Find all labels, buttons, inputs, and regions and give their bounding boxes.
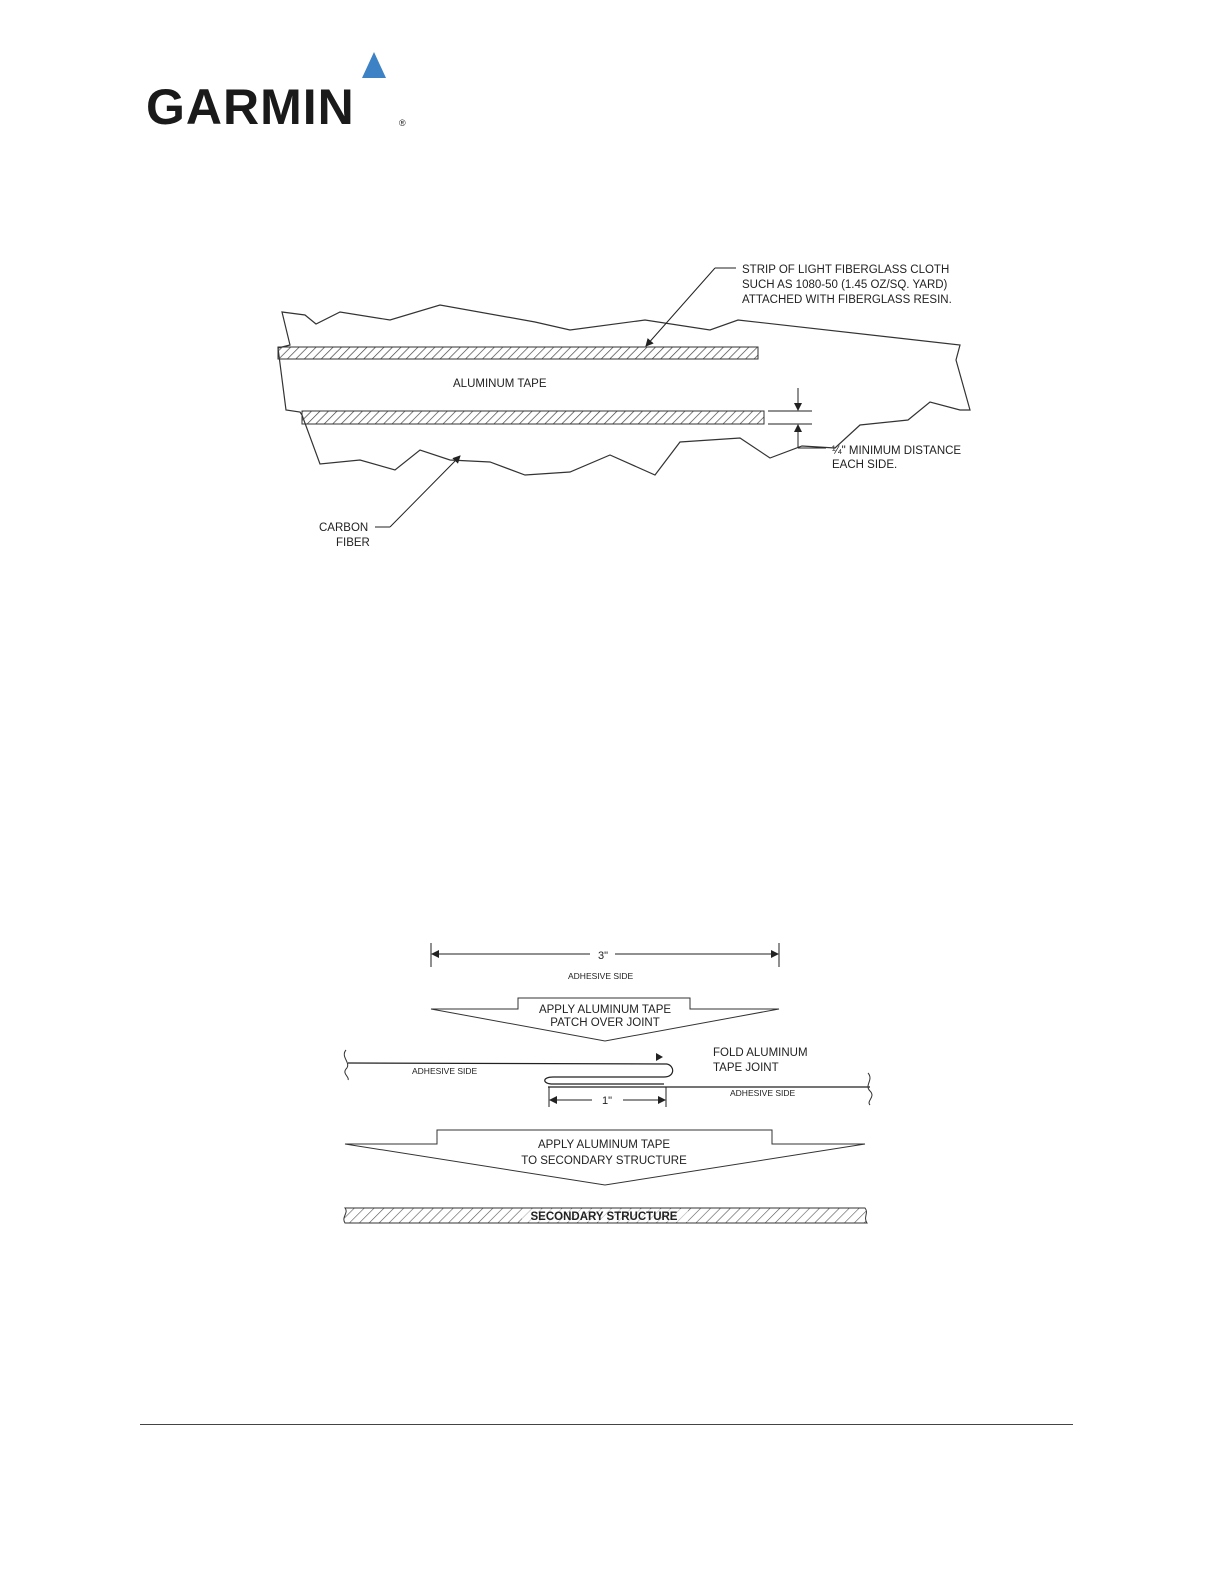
tape-left-layer — [348, 1063, 667, 1064]
fiberglass-strip-top — [278, 347, 758, 359]
carbon-fiber-label-line-2: FIBER — [336, 537, 370, 549]
structure-arrow-line-2: TO SECONDARY STRUCTURE — [521, 1155, 687, 1167]
figure-aluminum-tape-joint — [330, 935, 890, 1235]
dimension-3in-label: 3" — [598, 950, 609, 962]
structure-arrow-line-1: APPLY ALUMINUM TAPE — [537, 1139, 671, 1151]
break-symbol-right — [868, 1073, 872, 1105]
adhesive-side-top-label: ADHESIVE SIDE — [568, 971, 634, 981]
fold-label-line-1: FOLD ALUMINUM — [713, 1047, 808, 1059]
dimension-1in-label: 1" — [602, 1095, 613, 1107]
fiberglass-leader-arrow — [646, 268, 715, 346]
patch-arrow-line-2: PATCH OVER JOINT — [550, 1017, 660, 1029]
footer-divider — [140, 1424, 1073, 1425]
fiberglass-label-line-3: ATTACHED WITH FIBERGLASS RESIN. — [742, 294, 952, 306]
fold-pointer-icon — [656, 1053, 663, 1061]
logo-registered-mark: ® — [399, 118, 406, 128]
break-symbol-left — [344, 1050, 348, 1080]
distance-label-line-2: EACH SIDE. — [832, 459, 898, 471]
secondary-structure-label: SECONDARY STRUCTURE — [530, 1211, 678, 1223]
patch-arrow-line-1: APPLY ALUMINUM TAPE — [538, 1004, 672, 1016]
carbon-fiber-label-line-1: CARBON — [319, 522, 369, 534]
triangle-icon — [362, 52, 386, 78]
tape-fold — [545, 1064, 673, 1084]
fiberglass-label-line-1: STRIP OF LIGHT FIBERGLASS CLOTH — [742, 264, 950, 276]
figure-aluminum-tape-on-carbon-fiber — [260, 250, 990, 560]
fiberglass-label-line-2: SUCH AS 1080-50 (1.45 OZ/SQ. YARD) — [742, 279, 948, 291]
fold-label-line-2: TAPE JOINT — [713, 1062, 779, 1074]
aluminum-tape-label: ALUMINUM TAPE — [453, 378, 547, 390]
garmin-logo — [145, 48, 415, 130]
fiberglass-strip-bottom — [302, 411, 764, 424]
adhesive-side-left-label: ADHESIVE SIDE — [412, 1066, 478, 1076]
distance-label-line-1: ¼" MINIMUM DISTANCE — [832, 445, 962, 457]
adhesive-side-right-label: ADHESIVE SIDE — [730, 1088, 796, 1098]
carbon-fiber-leader-arrow — [390, 456, 460, 527]
logo-wordmark: GARMIN — [146, 79, 355, 130]
